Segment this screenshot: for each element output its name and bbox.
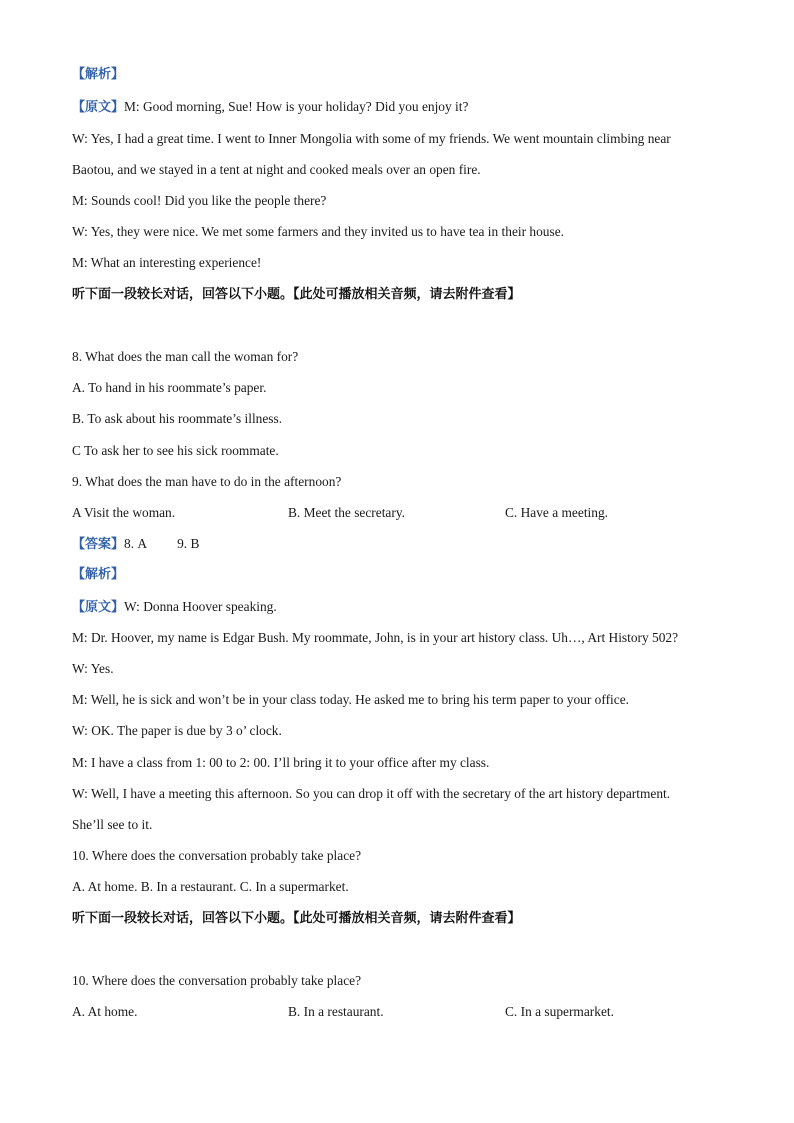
transcript-text: W: Donna Hoover speaking. [124, 599, 277, 614]
q10-options-inline: A. At home. B. In a restaurant. C. In a supermarket. [72, 879, 349, 894]
transcript-label-2: 【原文】 [72, 600, 125, 615]
transcript-text: M: Good morning, Sue! How is your holiday? Did you enjoy it? [124, 99, 469, 114]
transcript-line: W: Yes, they were nice. We met some farmers and they invited us to have tea in their house. [72, 224, 565, 239]
q9-option-a: A Visit the woman. [72, 505, 176, 520]
q9-option-b: B. Meet the secretary. [288, 505, 405, 520]
answer-9: 9. B [177, 536, 200, 551]
transcript-line: W: Yes, I had a great time. I went to Inner Mongolia with some of my friends. We went mountain climbing near [72, 131, 671, 146]
question-10-second: 10. Where does the conversation probably take place? [72, 973, 362, 988]
q9-options [72, 504, 722, 522]
transcript-line: M: Dr. Hoover, my name is Edgar Bush. My roommate, John, is in your art history class. Uh…, Art History 502? [72, 630, 679, 645]
question-9: 9. What does the man have to do in the afternoon? [72, 474, 342, 489]
q8-option-c: C To ask her to see his sick roommate. [72, 443, 279, 458]
transcript-line: M: What an interesting experience! [72, 255, 262, 270]
answer-label: 【答案】 [72, 537, 125, 552]
q10-option-b: B. In a restaurant. [288, 1004, 384, 1019]
transcript-line: Baotou, and we stayed in a tent at night and cooked meals over an open fire. [72, 162, 481, 177]
transcript-line: M: I have a class from 1: 00 to 2: 00. I’ll bring it to your office after my class. [72, 755, 490, 770]
transcript-line: W: Well, I have a meeting this afternoon. So you can drop it off with the secretary of the art history department. [72, 786, 671, 801]
transcript-label-1: 【原文】 [72, 100, 125, 115]
transcript-line-2 [72, 598, 277, 617]
q9-option-c: C. Have a meeting. [505, 505, 608, 520]
transcript-line: W: OK. The paper is due by 3 o’ clock. [72, 723, 282, 738]
transcript-line: M: Well, he is sick and won’t be in your class today. He asked me to bring his term paper to your office. [72, 692, 629, 707]
q8-option-a: A. To hand in his roommate’s paper. [72, 380, 267, 395]
q10-options [72, 1003, 722, 1021]
q10-option-c: C. In a supermarket. [505, 1004, 614, 1019]
q10-option-a: A. At home. [72, 1004, 138, 1019]
listening-instruction-1: 听下面一段较长对话，回答以下小题。【此处可播放相关音频，请去附件查看】 [72, 287, 521, 302]
question-8: 8. What does the man call the woman for? [72, 349, 299, 364]
listening-instruction-2: 听下面一段较长对话，回答以下小题。【此处可播放相关音频，请去附件查看】 [72, 911, 521, 926]
transcript-line: W: Yes. [72, 661, 114, 676]
analysis-label-2: 【解析】 [72, 567, 125, 582]
analysis-label-1: 【解析】 [72, 67, 125, 82]
answer-8: 8. A [124, 536, 148, 551]
question-10-first: 10. Where does the conversation probably take place? [72, 848, 362, 863]
answer-line [72, 535, 199, 554]
q8-option-b: B. To ask about his roommate’s illness. [72, 411, 283, 426]
transcript-line: M: Sounds cool! Did you like the people there? [72, 193, 327, 208]
transcript-line: She’ll see to it. [72, 817, 153, 832]
transcript-line-1 [72, 98, 468, 117]
